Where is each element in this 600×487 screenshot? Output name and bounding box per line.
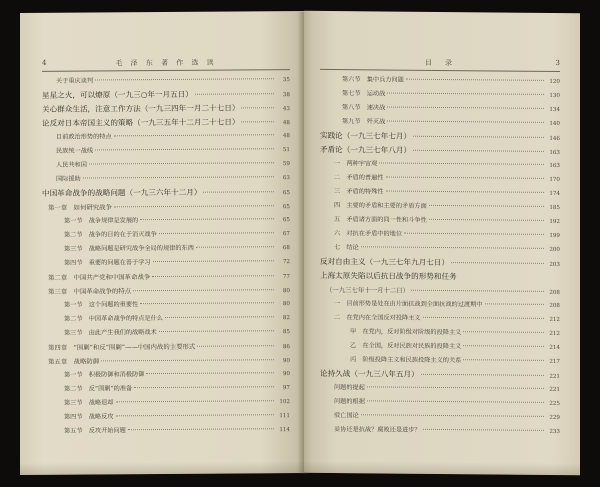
toc-entry-page: 208 [549, 302, 560, 310]
dot-leader [152, 275, 274, 277]
running-title: 毛 泽 东 著 作 选 读 [115, 58, 217, 68]
toc-entry-title: 第三节 由此产生我们的战略战术 [64, 329, 157, 337]
toc-entry-page: 130 [549, 92, 560, 100]
toc-entry-title: 六 对抗在矛盾中的地位 [334, 230, 403, 238]
toc-entry-page: 48 [282, 120, 290, 127]
toc-entry-title: 第二节 中国革命战争的特点是什么 [64, 314, 163, 323]
right-page-header [320, 55, 560, 72]
dot-leader [361, 414, 544, 417]
toc-entry-title: 矛盾论（一九三七年八月） [320, 144, 412, 155]
dot-leader [153, 260, 274, 262]
dot-leader [146, 372, 274, 374]
toc-entry-title: 第二节 反“围剿”的准备 [64, 385, 133, 393]
dot-leader [133, 289, 274, 291]
left-page-header [42, 55, 290, 72]
toc-entry [320, 423, 560, 439]
toc-entry-page: 82 [282, 315, 290, 322]
dot-leader [114, 134, 274, 136]
toc-entry-page: 120 [549, 78, 560, 86]
dot-leader [197, 345, 274, 347]
toc-entry-page: 185 [549, 204, 560, 212]
toc-entry-page: 63 [282, 175, 290, 182]
dot-leader [387, 107, 544, 109]
dot-leader [423, 317, 544, 319]
toc-entry-title: 第一节 积极防御和消极防御 [64, 371, 145, 379]
toc-entry-page: 68 [282, 245, 290, 252]
toc-entry-page: 146 [549, 135, 560, 143]
toc-entry-title: 二 在党内在全国反对投降主义 [334, 314, 421, 322]
toc-entry-page: 199 [549, 232, 560, 240]
toc-entry-title: 第一节 这个问题的重要性 [64, 301, 139, 309]
toc-entry-title: 四 主要的矛盾和主要的矛盾方面 [334, 202, 427, 210]
toc-entry-page: 163 [549, 149, 560, 157]
toc-entry-page: 212 [549, 316, 560, 324]
toc-entry-page: 221 [549, 373, 560, 381]
dot-leader [196, 246, 274, 248]
dot-leader [485, 303, 545, 305]
toc-entry-title: 第四章 “围剿”和反“围剿”——中国内战的主要形式 [48, 342, 196, 352]
toc-entry-page: 59 [282, 161, 290, 168]
toc-entry-title: 甲 在党内，反对阶级对阶级的投降主义 [350, 328, 462, 337]
toc-entry-page: 80 [282, 301, 290, 308]
toc-entry-title: 中国革命战争的战略问题（一九三六年十二月） [42, 187, 202, 198]
dot-leader [379, 162, 544, 164]
toc-entry-page: 229 [549, 414, 560, 422]
dot-leader [159, 330, 274, 332]
toc-entry-title: 实践论（一九三七年七月） [320, 130, 412, 141]
dot-leader [140, 302, 274, 304]
toc-entry-page: 174 [549, 190, 560, 198]
dot-leader [367, 386, 544, 389]
toc-entry-title: 第六节 集中兵力问题 [342, 76, 404, 84]
toc-entry-title: 一 目前形势是处在由片面抗战到全面抗战的过渡期中 [334, 300, 483, 309]
toc-entry-title: 一 两种宇宙观 [334, 160, 378, 168]
toc-entry-title: 丙 阶级投降主义和民族投降主义的关系 [350, 356, 462, 365]
dot-leader [429, 219, 544, 221]
dot-leader [463, 359, 544, 361]
toc-entry-page: 102 [279, 399, 290, 406]
toc-entry-title: 五 矛盾诸方面的同一性和斗争性 [334, 216, 427, 224]
toc-entry-page: 203 [549, 261, 560, 269]
toc-entry-title: 关心群众生活，注意工作方法（一九三四年一月二十七日） [42, 103, 240, 114]
toc-entry-page: 67 [282, 231, 290, 238]
dot-leader [406, 79, 544, 81]
toc-entry-title: （一九三七年十一月十二日） [326, 285, 410, 295]
toc-entry-title: 第三节 战略退却 [64, 399, 114, 407]
toc-entry-page: 38 [282, 92, 290, 99]
toc-entry-title: 第四节 重要的问题在善于学习 [64, 259, 151, 267]
toc-entry-page: 114 [279, 427, 290, 434]
toc-entry-page: 90 [282, 358, 290, 365]
toc-entry-title: 国际援助 [56, 175, 81, 183]
dot-leader [451, 262, 544, 264]
toc-entry-title: 民族统一战线 [56, 147, 94, 155]
dot-leader [134, 386, 274, 388]
toc-entry-page: 90 [282, 371, 290, 378]
dot-leader [116, 400, 275, 402]
toc-entry-page: 217 [549, 358, 560, 366]
toc-entry-title: 三 矛盾的特殊性 [334, 188, 384, 196]
dot-leader [95, 148, 274, 150]
toc-entry-page: 85 [282, 329, 290, 336]
dot-leader [159, 232, 274, 234]
open-book [12, 12, 586, 474]
toc-entry-page: 51 [282, 147, 290, 154]
toc-entry-title: 论反对日本帝国主义的策略（一九三五年十二月二十七日） [42, 117, 240, 128]
toc-entry-page: 43 [282, 106, 290, 113]
toc-entry-page: 221 [549, 386, 560, 394]
toc-entry-page: 86 [282, 344, 290, 351]
toc-entry-page: 111 [279, 413, 290, 420]
toc-entry-page: 48 [282, 133, 290, 140]
toc-entry-page: 225 [549, 400, 560, 408]
dot-leader [429, 205, 544, 207]
dot-leader [89, 162, 274, 164]
toc-entry-page: 65 [282, 204, 290, 211]
dot-leader [421, 374, 544, 376]
dot-leader [463, 345, 544, 347]
dot-leader [411, 290, 544, 292]
toc-entry-page: 134 [549, 106, 560, 114]
dot-leader [83, 176, 274, 178]
toc-entry-page: 65 [282, 217, 290, 224]
page-number: 3 [555, 58, 560, 68]
toc-entry-title: 第七节 运动战 [342, 90, 386, 98]
dot-leader [165, 316, 274, 318]
dot-leader [413, 150, 544, 152]
toc-entry-page: 163 [549, 162, 560, 170]
dot-leader [404, 233, 544, 235]
toc-entry-page: 200 [549, 246, 560, 254]
table-of-contents-right [320, 73, 560, 439]
toc-entry-title: 反对自由主义（一九三七年九月七日） [320, 256, 450, 268]
toc-entry-title: 上海太原失陷以后抗日战争的形势和任务 [320, 270, 457, 282]
right-page [304, 11, 580, 475]
dot-leader [241, 107, 274, 108]
toc-entry-page: 170 [549, 176, 560, 184]
toc-entry-page: 72 [282, 259, 290, 266]
dot-leader [195, 93, 274, 95]
toc-entry-page: 140 [549, 120, 560, 128]
toc-entry-title: 妥协还是抗战？腐败还是进步？ [334, 426, 421, 434]
toc-entry-title: 第一章 如何研究战争 [48, 203, 112, 212]
toc-entry-page: 80 [282, 288, 290, 295]
dot-leader [423, 429, 544, 431]
toc-entry-page: 208 [549, 289, 560, 297]
toc-entry [42, 423, 290, 439]
toc-entry-title: 二 矛盾的普遍性 [334, 174, 384, 182]
toc-entry-title: 第四节 战略反攻 [64, 413, 114, 421]
dot-leader [140, 218, 274, 220]
dot-leader [116, 414, 275, 416]
left-page [20, 11, 304, 475]
dot-leader [367, 400, 544, 403]
toc-entry-title: 第八节 速决战 [342, 104, 386, 112]
toc-entry-page: 35 [282, 77, 290, 84]
toc-entry-page: 97 [282, 385, 290, 392]
toc-entry-title: 星星之火，可以燎原（一九三○年一月五日） [42, 89, 193, 100]
toc-entry-page: 212 [549, 330, 560, 338]
toc-entry-title: 第二章 中国共产党和中国革命战争 [48, 273, 151, 282]
dot-leader [463, 331, 544, 333]
toc-entry-title: 乙 在全国，反对民族对民族的投降主义 [350, 342, 462, 351]
toc-entry-title: 驳亡国论 [334, 412, 359, 420]
dot-leader [387, 121, 544, 123]
toc-entry-title: 问题的提起 [334, 384, 365, 392]
toc-entry-title: 第二节 战争的目的在于消灭战争 [64, 231, 157, 239]
dot-leader [413, 136, 544, 138]
toc-entry-title: 问题的根据 [334, 398, 365, 406]
dot-leader [101, 359, 274, 361]
toc-entry-page: 77 [282, 274, 290, 281]
toc-entry-title: 目前政治形势的特点 [56, 133, 112, 141]
toc-entry-title: 人民共和国 [56, 161, 87, 169]
dot-leader [386, 177, 545, 179]
toc-entry-title: 第九节 歼灭战 [342, 118, 386, 126]
toc-entry-title: 第一节 战争规律是发展的 [64, 217, 139, 225]
toc-entry-page: 65 [282, 190, 290, 197]
dot-leader [361, 246, 544, 249]
toc-entry-page: 214 [549, 344, 560, 352]
table-of-contents-left [42, 73, 290, 439]
toc-entry-page: 233 [549, 428, 560, 436]
dot-leader [114, 205, 274, 207]
dot-leader [386, 191, 545, 193]
toc-entry-title: 第三节 战略问题是研究战争全局的规律的东西 [64, 244, 194, 253]
dot-leader [128, 428, 274, 430]
running-title: 目 录 [425, 58, 455, 68]
toc-entry-title: 第三章 中国革命战争的特点 [48, 287, 132, 296]
dot-leader [203, 191, 274, 192]
dot-leader [95, 78, 274, 80]
dot-leader [387, 93, 544, 95]
toc-entry-title: 七 结论 [334, 244, 359, 252]
dot-leader [241, 121, 274, 122]
page-number: 4 [42, 58, 47, 67]
toc-entry-title: 第五章 战略防御 [48, 357, 100, 366]
toc-entry-page: 192 [549, 218, 560, 226]
toc-entry-title: 论持久战（一九三八年五月） [320, 368, 419, 379]
toc-entry-title: 关于重庆谈判 [56, 77, 94, 85]
toc-entry-title: 第五节 反攻开始问题 [64, 427, 126, 435]
